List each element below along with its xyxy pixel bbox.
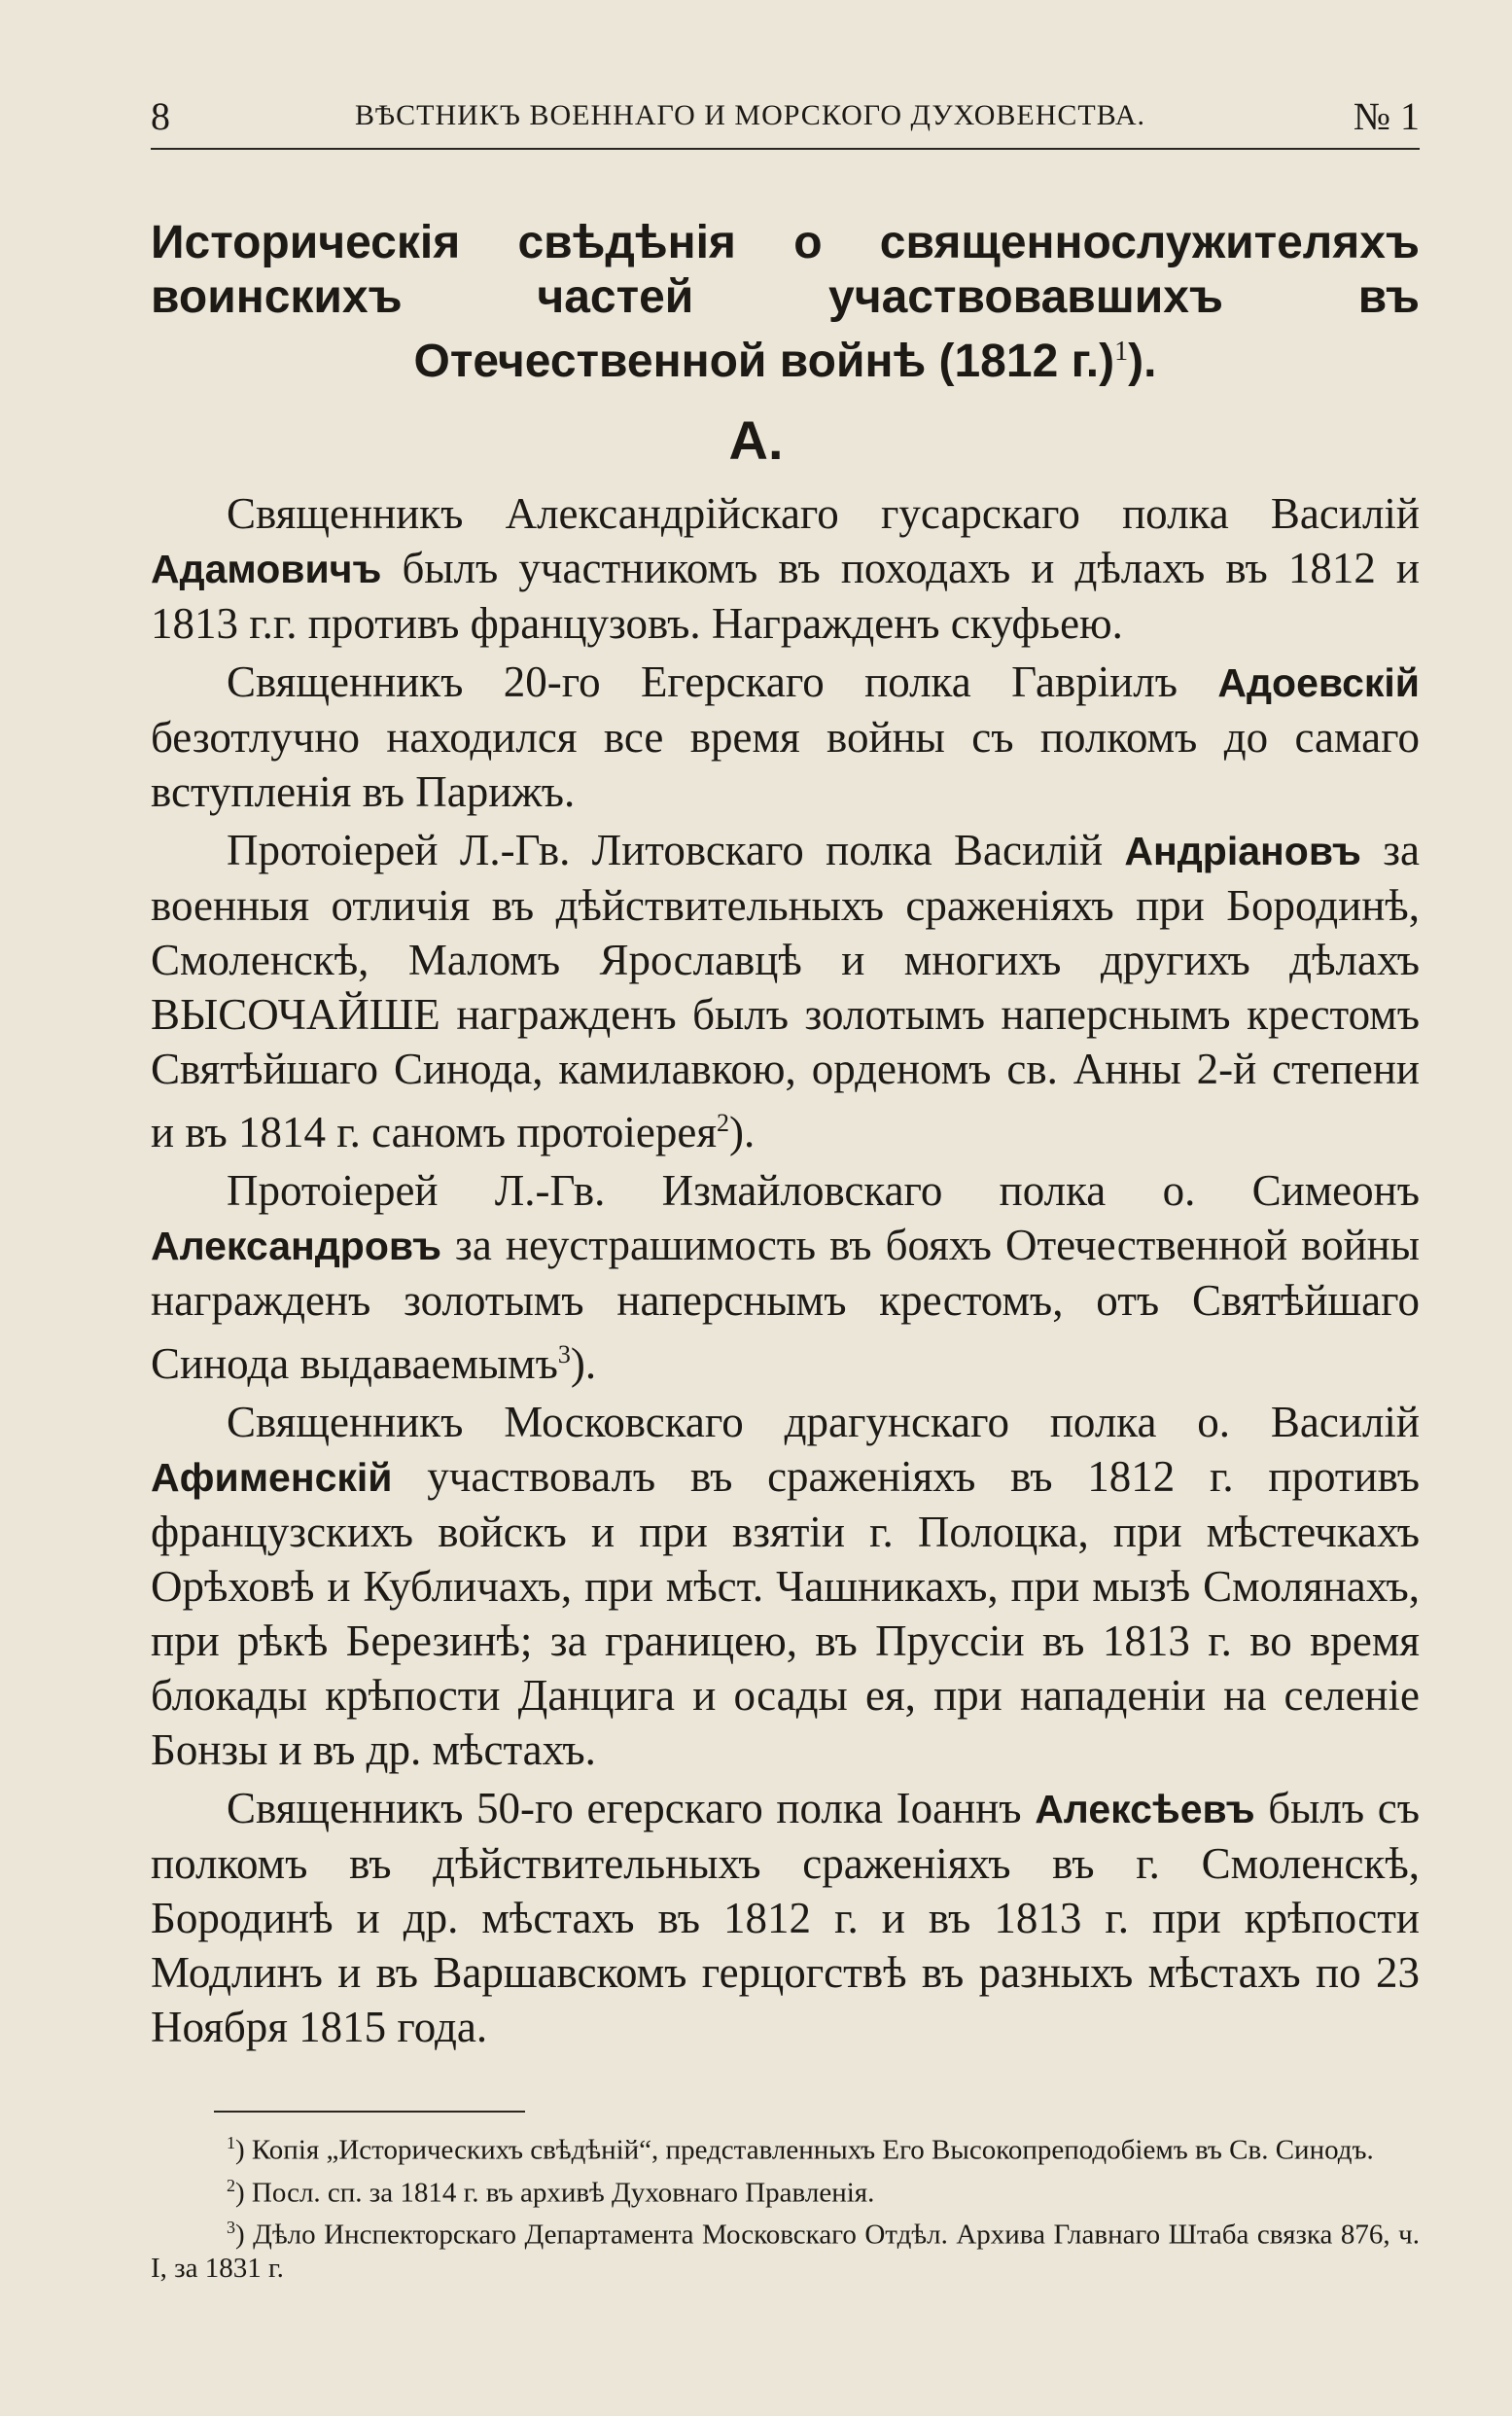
footnotes — [151, 2126, 1420, 2287]
entry-text-after: былъ участникомъ въ походахъ и дѣлахъ въ 1812 и 1813 г.г. противъ французовъ. Награжденъ скуфьею. — [151, 544, 1420, 648]
entry-text-before: Священникъ 20-го Егерскаго полка Гавріилъ — [227, 657, 1218, 706]
title-footnote-close: ) — [1128, 336, 1144, 387]
entry-paragraph — [151, 655, 1420, 819]
footnote-mark: 3 — [227, 2218, 235, 2238]
entry-text-before: Священникъ 50-го егерскаго полка Іоаннъ — [227, 1784, 1036, 1832]
issue-number: № 1 — [1353, 94, 1420, 138]
entry-surname: Андріановъ — [1124, 829, 1361, 873]
footnote — [151, 2211, 1420, 2285]
journal-title: ВѢСТНИКЪ ВОЕННАГО И МОРСКОГО ДУХОВЕНСТВА. — [355, 99, 1146, 131]
entry-text-before: Протоіерей Л.-Гв. Измайловскаго полка о. Симеонъ — [227, 1166, 1420, 1215]
footnote — [151, 2169, 1420, 2210]
title-footnote-mark: 1 — [1114, 337, 1129, 367]
footnote-text: ) Посл. сп. за 1814 г. въ архивѣ Духовнаго Правленія. — [235, 2177, 875, 2209]
entry-paragraph — [151, 1163, 1420, 1391]
section-letter: А. — [728, 409, 784, 471]
entry-text-after: участвовалъ въ сраженіяхъ въ 1812 г. противъ французскихъ войскъ и при взятіи г. Полоцка, при мѣстечкахъ Орѣховѣ и Кубличахъ, при мѣст. Чашникахъ, при мызѣ Смолянахъ, при рѣкѣ Березинѣ; за границею, въ Пруссіи въ 1813 г. во время блокады крѣпости Данцига и осады ея, при нападеніи на селеніе Бонзы и въ др. мѣстахъ. — [151, 1452, 1420, 1774]
title-end: . — [1143, 336, 1157, 387]
entry-paragraph — [151, 823, 1420, 1159]
footnote — [151, 2126, 1420, 2167]
entry-footnote-mark: 2 — [717, 1109, 730, 1137]
entry-tail: ). — [729, 1108, 756, 1156]
entry-text-after: за неустрашимость въ бояхъ Отечественной войны награжденъ золотымъ наперснымъ крестомъ, отъ Святѣйшаго Синода выдаваемымъ — [151, 1221, 1420, 1388]
page-number: 8 — [151, 94, 170, 138]
entry-text-after: за военныя отличія въ дѣйствительныхъ сраженіяхъ при Бородинѣ, Смоленскѣ, Маломъ Ярославцѣ и многихъ другихъ дѣлахъ ВЫСОЧАЙШЕ награжденъ былъ золотымъ наперснымъ крестомъ Святѣйшаго Синода, камилавкою, орденомъ св. Анны 2-й степени и въ 1814 г. саномъ протоіерея — [151, 826, 1420, 1156]
entry-surname: Алексѣевъ — [1035, 1787, 1255, 1831]
entry-surname: Адамовичъ — [151, 547, 382, 591]
article-title-text: Историческія свѣдѣнія о священнослужителяхъ воинскихъ частей участвовавшихъ въ Отечественной войнѣ (1812 г.) — [151, 217, 1420, 387]
entry-text-before: Священникъ Александрійскаго гусарскаго полка Василій — [227, 489, 1420, 538]
article-title — [151, 216, 1420, 389]
entry-text-before: Протоіерей Л.-Гв. Литовскаго полка Василій — [227, 826, 1125, 874]
footnote-mark: 2 — [227, 2175, 235, 2195]
entry-text-after: былъ съ полкомъ въ дѣйствительныхъ сраженіяхъ въ г. Смоленскѣ, Бородинѣ и др. мѣстахъ въ 1812 г. и въ 1813 г. при крѣпости Модлинъ и въ Варшавскомъ герцогствѣ въ разныхъ мѣстахъ по 23 Ноября 1815 года. — [151, 1784, 1420, 2051]
entry-paragraph — [151, 1395, 1420, 1777]
entry-text-before: Священникъ Московскаго драгунскаго полка о. Василій — [227, 1398, 1420, 1446]
article-body — [151, 486, 1420, 2058]
footnote-mark: 1 — [227, 2133, 235, 2152]
entry-tail: ). — [570, 1339, 597, 1388]
entry-surname: Александровъ — [151, 1224, 441, 1268]
entry-paragraph — [151, 486, 1420, 651]
entry-surname: Афименскій — [151, 1455, 393, 1500]
entry-paragraph — [151, 1781, 1420, 2054]
footnote-text: ) Копія „Историческихъ свѣдѣній“, представленныхъ Его Высокопреподобіемъ въ Св. Синодъ. — [235, 2134, 1374, 2166]
entry-text-after: безотлучно находился все время войны съ полкомъ до самаго вступленія въ Парижъ. — [151, 713, 1420, 816]
entry-surname: Адоевскій — [1217, 660, 1420, 705]
footnote-text: ) Дѣло Инспекторскаго Департамента Московскаго Отдѣл. Архива Главнаго Штаба связка 876, ч. I, за 1831 г. — [151, 2219, 1420, 2284]
running-head — [151, 89, 1420, 150]
entry-footnote-mark: 3 — [557, 1340, 571, 1368]
footnote-divider — [214, 2111, 525, 2113]
